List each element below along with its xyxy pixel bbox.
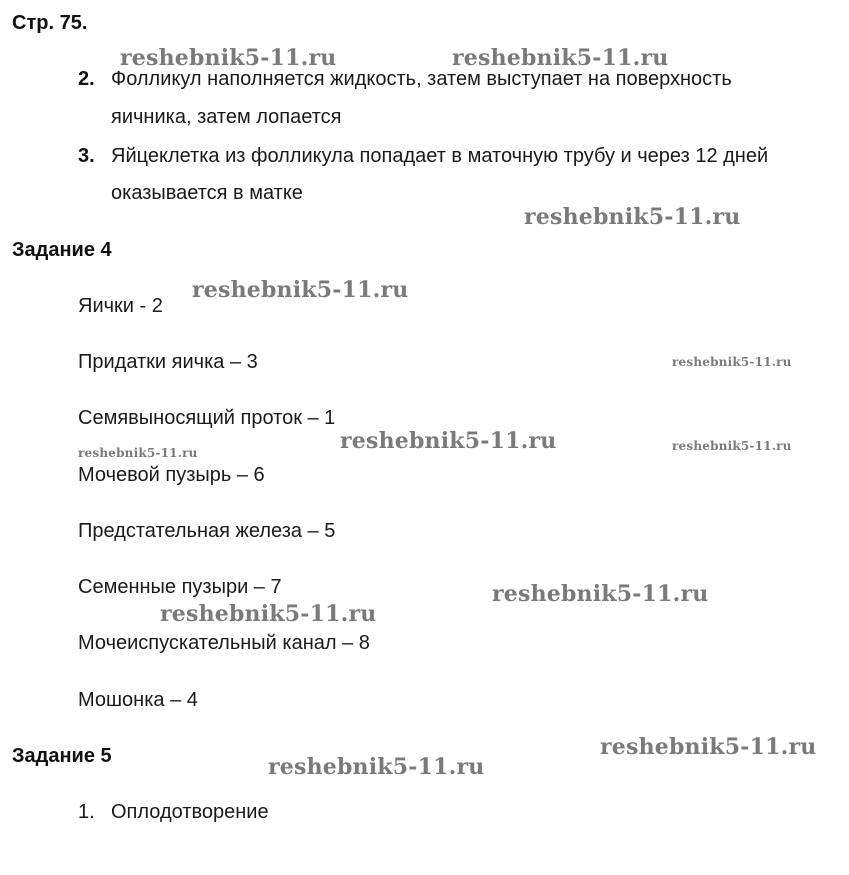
organ-pair: Яички - 2	[78, 295, 163, 317]
watermark: reshebnik5-11.ru	[120, 45, 337, 71]
watermark: reshebnik5-11.ru	[672, 439, 792, 453]
organ-pair: Мошонка – 4	[78, 689, 198, 711]
watermark: reshebnik5-11.ru	[672, 355, 792, 369]
page-header: Стр. 75.	[12, 12, 88, 34]
answer-number: 1.	[78, 801, 95, 823]
list-item-text: Фолликул наполняется жидкость, затем выступает на поверхность	[111, 68, 732, 90]
organ-pair: Семенные пузыри – 7	[78, 576, 282, 598]
list-item-continuation: оказывается в матке	[111, 182, 303, 204]
list-item-number: 2.	[78, 68, 95, 90]
watermark: reshebnik5-11.ru	[452, 45, 669, 71]
watermark: reshebnik5-11.ru	[160, 601, 377, 627]
organ-pair: Семявыносящий проток – 1	[78, 407, 336, 429]
answer-text: Оплодотворение	[111, 801, 269, 823]
watermark: reshebnik5-11.ru	[268, 754, 485, 780]
section-title-task5: Задание 5	[12, 745, 112, 767]
watermark: reshebnik5-11.ru	[192, 277, 409, 303]
watermark: reshebnik5-11.ru	[600, 734, 817, 760]
watermark: reshebnik5-11.ru	[340, 428, 557, 454]
organ-pair: Мочеиспускательный канал – 8	[78, 632, 370, 654]
watermark: reshebnik5-11.ru	[78, 446, 198, 460]
organ-pair: Придатки яичка – 3	[78, 351, 258, 373]
section-title-task4: Задание 4	[12, 239, 112, 261]
organ-pair: Мочевой пузырь – 6	[78, 464, 265, 486]
list-item-text: Яйцеклетка из фолликула попадает в маточную трубу и через 12 дней	[111, 145, 769, 167]
list-item-number: 3.	[78, 145, 95, 167]
watermark: reshebnik5-11.ru	[492, 581, 709, 607]
list-item-continuation: яичника, затем лопается	[111, 106, 342, 128]
watermark: reshebnik5-11.ru	[524, 204, 741, 230]
organ-pair: Предстательная железа – 5	[78, 520, 336, 542]
